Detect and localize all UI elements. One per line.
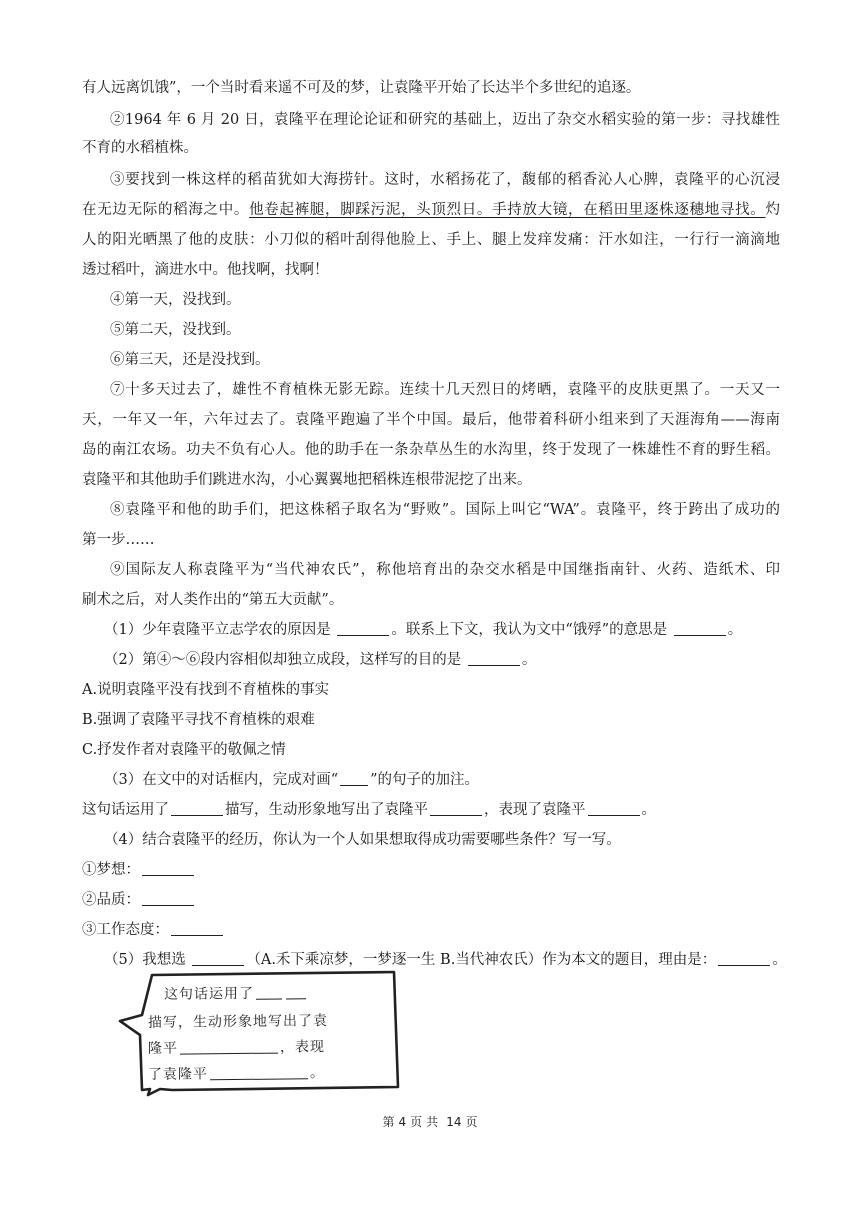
bubble-text: 了袁隆平 — [147, 1066, 209, 1083]
paragraph-5: ⑤第二天，没找到。 — [110, 322, 241, 338]
question-5-text: （5）我想选 — [104, 952, 191, 968]
paragraph-3-line: ③要找到一株这样的稻苗犹如大海捞针。这时，水稻扬花了，馥郁的稻香沁人心脾，袁隆平的心沉浸 — [110, 172, 780, 188]
bubble-blank — [256, 989, 282, 1000]
answer-blank[interactable] — [142, 861, 194, 876]
answer-blank[interactable] — [142, 891, 194, 906]
answer-blank[interactable] — [171, 801, 223, 816]
question-3-text: （3）在文中的对话框内，完成对画“ — [104, 772, 339, 788]
paragraph-2-line: ②1964 年 6 月 20 日，袁隆平在理论论证和研究的基础上，迈出了杂交水稻实验的第一步：寻找雄性 — [110, 112, 780, 128]
question-3 — [104, 770, 479, 790]
answer-blank[interactable] — [171, 921, 223, 936]
question-3-text: 这句话运用了 — [82, 802, 169, 818]
bubble-text: ，表现 — [279, 1039, 326, 1056]
question-2 — [104, 650, 536, 670]
question-4-item — [82, 890, 196, 910]
paragraph-3-line: 人的阳光晒黑了他的皮肤：小刀似的稻叶刮得他脸上、手上、腿上发痒发痛：汗水如注，一行行一滴滴地 — [82, 232, 780, 248]
question-4-label: ②品质： — [82, 892, 140, 908]
option-b: B.强调了袁隆平寻找不育植株的艰难 — [82, 712, 315, 728]
current-page-number: 4 — [398, 1115, 407, 1129]
paragraph-7-line: 天，一年又一年，六年过去了。袁隆平跑遍了半个中国。最后，他带着科研小组来到了天涯海角——海南 — [82, 412, 780, 428]
question-3-text: 描写，生动形象地写出了袁隆平 — [225, 802, 428, 818]
bubble-blank — [286, 988, 306, 999]
paragraph-9-line: ⑨国际友人称袁隆平为“当代神农氏”，称他培育出的杂交水稻是中国继指南针、火药、造纸术、印 — [110, 562, 780, 578]
underline-sample — [340, 771, 368, 786]
question-1-text: （1）少年袁隆平立志学农的原因是 — [104, 622, 336, 638]
answer-blank[interactable] — [468, 651, 520, 666]
bubble-line — [164, 982, 308, 1004]
question-2-text: （2）第④～⑥段内容相似却独立成段，这样写的目的是 — [104, 652, 466, 668]
question-4-label: ①梦想： — [82, 862, 140, 878]
bubble-line: 描写，生动形象地写出了袁 — [147, 1013, 329, 1031]
paragraph-8-line: 第一步…… — [82, 532, 155, 548]
answer-blank[interactable] — [430, 801, 482, 816]
question-2-text: 。 — [521, 652, 537, 668]
annotation-bubble — [112, 963, 402, 1103]
answer-blank[interactable] — [674, 621, 726, 636]
underlined-sentence: 他卷起裤腿，脚踩污泥，头顶烈日。手持放大镜，在稻田里逐株逐穗地寻找。 — [249, 202, 766, 218]
paragraph-3-text: 在无边无际的稻海之中。 — [82, 202, 250, 218]
answer-blank[interactable] — [337, 621, 389, 636]
paragraph-9-line: 刷术之后，对人类作出的“第五大贡献”。 — [82, 592, 344, 608]
paragraph-3-line: 透过稻叶，滴进水中。他找啊，找啊！ — [82, 262, 329, 278]
paragraph-2-line: 不育的水稻植株。 — [82, 140, 198, 156]
footer-text: 第 — [382, 1115, 395, 1129]
option-c: C.抒发作者对袁隆平的敬佩之情 — [82, 742, 286, 758]
question-1 — [104, 620, 742, 640]
option-a: A.说明袁隆平没有找到不育植株的事实 — [82, 682, 330, 698]
question-1-text: 。 — [727, 622, 743, 638]
total-page-count: 14 — [446, 1115, 462, 1129]
question-5-text: （A.禾下乘凉梦，一梦逐一生 B.当代神农氏）作为本文的题目，理由是： — [246, 952, 717, 968]
paragraph-7-line: ⑦十多天过去了，雄性不育植株无影无踪。连续十几天烈日的烤晒，袁隆平的皮肤更黑了。一天又一 — [110, 382, 780, 398]
question-3-text: ”的句子的加注。 — [370, 772, 480, 788]
footer-text: 共 — [426, 1115, 439, 1129]
bubble-blank — [210, 1068, 308, 1080]
bubble-line — [148, 1062, 325, 1084]
question-4-label: ③工作态度： — [82, 922, 169, 938]
bubble-line — [148, 1036, 325, 1058]
question-4-item — [82, 860, 196, 880]
page-footer — [0, 1114, 860, 1130]
footer-text: 页 — [465, 1115, 478, 1129]
question-3-sentence — [82, 800, 656, 820]
paragraph-3-text: 灼 — [765, 202, 780, 218]
bubble-text: 。 — [309, 1065, 326, 1082]
bubble-blank — [180, 1043, 278, 1055]
paragraph-3-line — [82, 200, 780, 220]
paragraph-8-line: ⑧袁隆平和他的助手们，把这株稻子取名为“野败”。国际上叫它“WA”。袁隆平，终于跨出了成功的 — [110, 502, 780, 518]
question-4-item — [82, 920, 225, 940]
paragraph-7-line: 袁隆平和其他助手们跳进水沟，小心翼翼地把稻株连根带泥挖了出来。 — [82, 472, 532, 488]
answer-blank[interactable] — [718, 951, 770, 966]
bubble-text: 隆平 — [147, 1040, 179, 1057]
paragraph-6: ⑥第三天，还是没找到。 — [110, 352, 270, 368]
question-3-text: ，表现了袁隆平 — [484, 802, 586, 818]
question-5-text: 。 — [772, 952, 787, 968]
question-3-text: 。 — [641, 802, 656, 818]
paragraph-line: 有人远离饥饿”，一个当时看来遥不可及的梦，让袁隆平开始了长达半个多世纪的追逐。 — [82, 80, 641, 96]
answer-blank[interactable] — [588, 801, 640, 816]
bubble-text: 这句话运用了 — [163, 985, 255, 1003]
paragraph-7-line: 岛的南江农场。功夫不负有心人。他的助手在一条杂草丛生的水沟里，终于发现了一株雄性不育的野生稻。 — [82, 442, 780, 458]
paragraph-4: ④第一天，没找到。 — [110, 292, 241, 308]
footer-text: 页 — [410, 1115, 423, 1129]
question-4: （4）结合袁隆平的经历，你认为一个人如果想取得成功需要哪些条件？写一写。 — [104, 832, 621, 848]
question-1-text: 。联系上下文，我认为文中“饿殍”的意思是 — [391, 622, 672, 638]
